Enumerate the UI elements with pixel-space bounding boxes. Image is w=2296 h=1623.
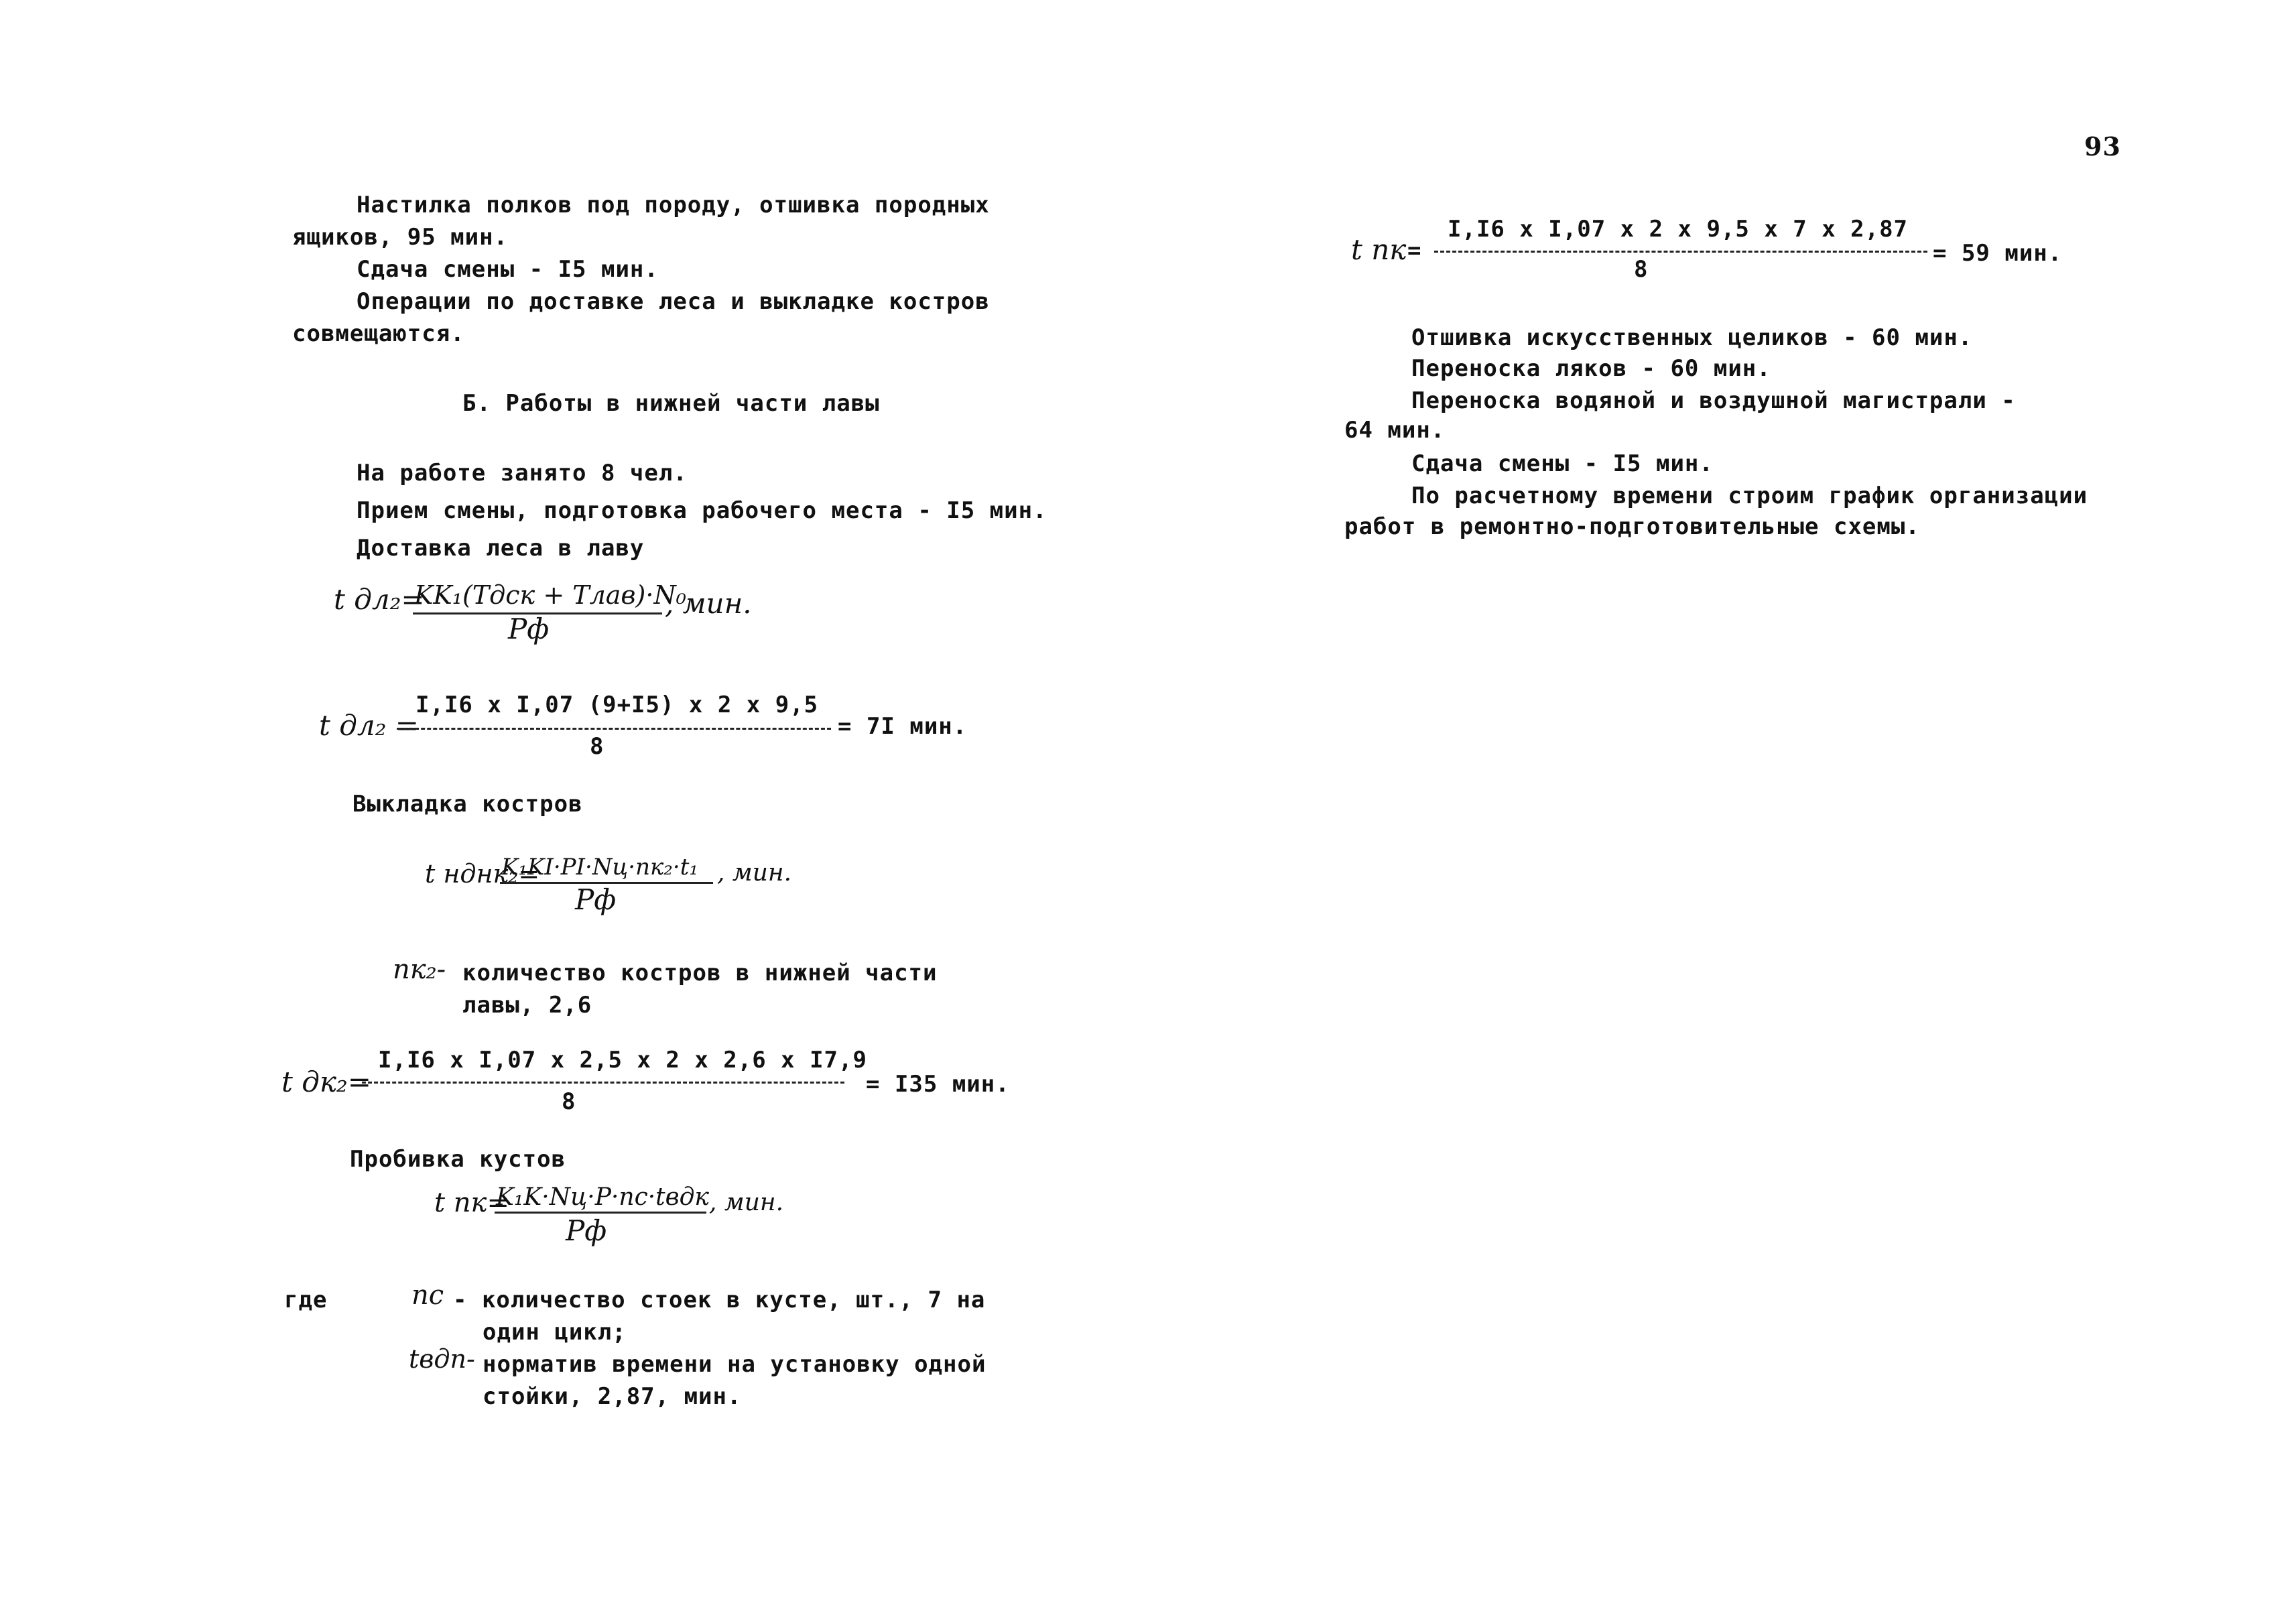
definition-text: лавы, 2,6 — [462, 992, 592, 1019]
paragraph-line: Настилка полков под породу, отшивка породных — [357, 192, 990, 218]
paragraph-line: На работе занято 8 чел. — [357, 460, 688, 486]
paragraph-line: По расчетному времени строим график организации — [1411, 482, 2088, 509]
paragraph-line: Сдача смены - I5 мин. — [1411, 450, 1714, 477]
fraction-bar — [362, 1082, 844, 1084]
fraction-bar — [495, 1212, 706, 1214]
formula-numerator: I,I6 x I,07 (9+I5) x 2 x 9,5 — [416, 692, 819, 718]
definition-symbol: nс — [411, 1280, 444, 1311]
definition-symbol: tвдп- — [409, 1344, 475, 1374]
formula-denominator: Pф — [508, 612, 550, 645]
where-label: где — [284, 1287, 328, 1313]
formula-denominator: 8 — [590, 733, 604, 760]
formula-numerator: K₁K·Nц·P·nс·tвдк — [496, 1183, 709, 1211]
formula-denominator: 8 — [1634, 256, 1649, 283]
formula-denominator: 8 — [562, 1088, 576, 1115]
paragraph-line: Прием смены, подготовка рабочего места - I5 мин. — [357, 497, 1047, 524]
paragraph-line: Переноска водяной и воздушной магистрали - — [1411, 387, 2016, 414]
fraction-bar — [397, 728, 831, 730]
page-number: 93 — [2084, 131, 2121, 161]
paragraph-line: Пробивка кустов — [350, 1146, 566, 1173]
paragraph-line: ящиков, 95 мин. — [292, 224, 509, 251]
formula-numerator: K₁KI·PI·Nц·nк₂·t₁ — [501, 854, 698, 881]
paragraph-line: Выкладка костров — [353, 791, 583, 818]
definition-symbol: nк₂- — [393, 954, 446, 985]
paragraph-line: совмещаются. — [292, 320, 465, 347]
formula-numerator: I,I6 x I,07 x 2,5 x 2 x 2,6 x I7,9 — [378, 1047, 867, 1074]
definition-text: - количество стоек в кусте, шт., 7 на — [453, 1287, 986, 1313]
formula-numerator: I,I6 x I,07 x 2 x 9,5 x 7 x 2,87 — [1448, 216, 1909, 243]
definition-text: количество костров в нижней части — [462, 960, 938, 986]
formula-result: = 59 мин. — [1933, 240, 2063, 267]
formula-unit: , мин. — [709, 1189, 784, 1216]
section-heading: Б. Работы в нижней части лавы — [462, 390, 880, 417]
paragraph-line: Доставка леса в лаву — [357, 535, 645, 562]
formula-lhs: t пк= — [434, 1187, 509, 1218]
formula-result: = 7I мин. — [838, 713, 968, 740]
paragraph-line: Операции по доставке леса и выкладке костров — [357, 288, 990, 315]
definition-text: стойки, 2,87, мин. — [483, 1383, 742, 1410]
formula-lhs: t нднк₂= — [425, 859, 540, 889]
formula-lhs: t пк — [1351, 233, 1407, 266]
formula-equals: = — [1407, 237, 1422, 264]
formula-unit: , мин. — [665, 587, 752, 620]
formula-numerator: KK₁(Tдск + Tлав)·N₀ — [414, 580, 686, 610]
definition-text: один цикл; — [483, 1319, 627, 1346]
formula-result: = I35 мин. — [866, 1071, 1010, 1098]
fraction-bar — [1434, 251, 1927, 253]
formula-unit: , мин. — [717, 859, 792, 887]
paragraph-line: Переноска ляков - 60 мин. — [1411, 355, 1771, 382]
definition-text: норматив времени на установку одной — [483, 1351, 986, 1378]
paragraph-line: работ в ремонтно-подготовительные схемы. — [1344, 513, 1920, 540]
formula-lhs: t дл₂ = — [319, 709, 419, 742]
formula-lhs: t дл₂= — [334, 583, 425, 616]
paragraph-line: Сдача смены - I5 мин. — [357, 256, 659, 283]
formula-denominator: Pф — [575, 883, 617, 916]
formula-denominator: Pф — [566, 1214, 607, 1247]
paragraph-line: 64 мин. — [1344, 417, 1446, 444]
paragraph-line: Отшивка искусственных целиков - 60 мин. — [1411, 324, 1973, 351]
formula-lhs: t дк₂= — [281, 1065, 371, 1098]
